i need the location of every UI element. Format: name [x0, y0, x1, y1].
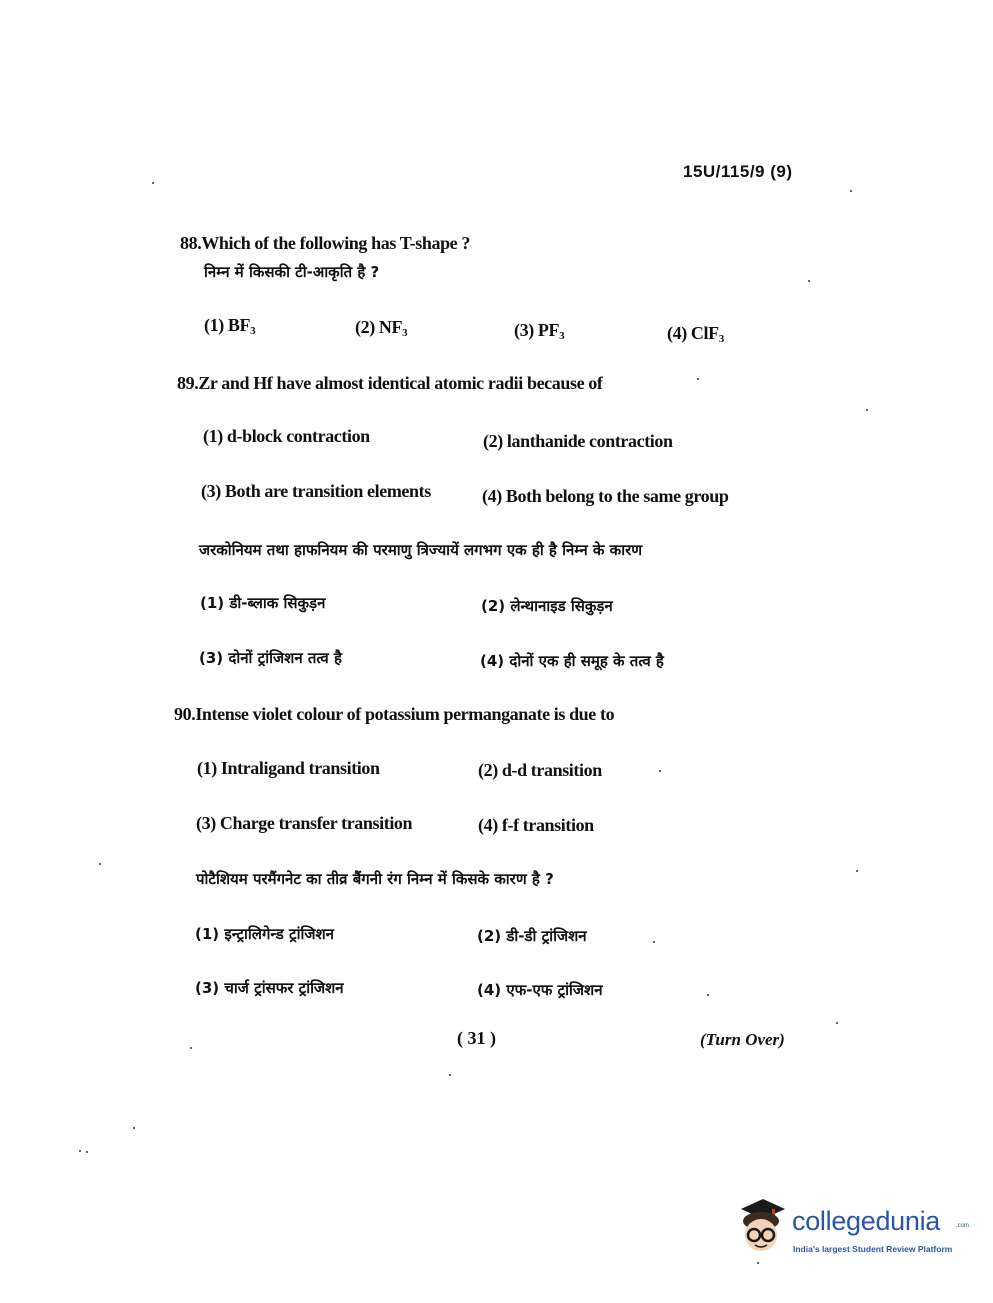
question-text-en: Zr and Hf have almost identical atomic radii because of [198, 373, 603, 393]
q90-option-hi-1: (1) इन्ट्रालिगेन्ड ट्रांजिशन [195, 925, 334, 943]
scan-speck [133, 1127, 135, 1129]
q90-option-en-4: (4) f-f transition [478, 815, 594, 835]
scan-speck [659, 770, 661, 772]
brand-tagline: India's largest Student Review Platform [793, 1244, 953, 1254]
scan-speck [449, 1074, 451, 1076]
question-89 [177, 373, 602, 394]
page-number: ( 31 ) [457, 1028, 496, 1048]
q89-option-hi-4: (4) दोनों एक ही समूह के तत्व है [480, 652, 664, 670]
q89-option-en-3: (3) Both are transition elements [201, 481, 431, 501]
q90-option-hi-3: (3) चार्ज ट्रांसफर ट्रांजिशन [195, 979, 344, 997]
scan-speck [856, 870, 858, 872]
q89-option-hi-3: (3) दोनों ट्रांजिशन तत्व है [199, 649, 342, 667]
q89-option-en-1: (1) d-block contraction [203, 426, 370, 446]
q89-option-en-2: (2) lanthanide contraction [483, 431, 673, 451]
question-88 [180, 233, 470, 254]
q88-option-3: (3) $PF_3$ [514, 320, 565, 342]
question-number: 88. [180, 233, 202, 253]
scan-speck [79, 1150, 81, 1152]
scan-speck [836, 1022, 838, 1024]
scan-speck [653, 941, 655, 943]
collegedunia-watermark [733, 1195, 970, 1270]
scan-speck [99, 863, 101, 865]
question-89-text-hi: जरकोनियम तथा हाफनियम की परमाणु त्रिज्यायें लगभग एक ही है निम्न के कारण [199, 541, 643, 559]
brand-suffix: .com [956, 1223, 970, 1229]
turn-over-note: (Turn Over) [700, 1030, 785, 1049]
question-number: 90. [174, 704, 196, 724]
q90-option-hi-2: (2) डी-डी ट्रांजिशन [477, 927, 587, 945]
question-90-text-hi: पोटैशियम परमैंगनेट का तीव्र बैंगनी रंग निम्न में किसके कारण है ? [196, 870, 554, 888]
question-number: 89. [177, 373, 199, 393]
scan-speck [866, 409, 868, 411]
q89-option-hi-1: (1) डी-ब्लाक सिकुड़न [200, 594, 326, 612]
collegedunia-mascot-icon [733, 1197, 791, 1259]
scan-speck [190, 1047, 192, 1049]
q88-option-4: (4) ClF$_3$ [667, 323, 724, 345]
brand-name: collegedunia [792, 1206, 941, 1236]
paper-code: 15U/115/9 (9) [683, 162, 793, 181]
scan-speck [707, 994, 709, 996]
q89-option-hi-2: (2) लेन्थानाइड सिकुड़न [481, 597, 613, 615]
question-88-text-hi: निम्न में किसकी टी-आकृति है ? [204, 263, 380, 281]
scan-speck [697, 378, 699, 380]
question-90 [174, 704, 614, 725]
question-text-en: Intense violet colour of potassium permanganate is due to [195, 704, 615, 724]
scan-speck [808, 280, 810, 282]
q90-option-hi-4: (4) एफ-एफ ट्रांजिशन [477, 981, 603, 999]
scan-speck [152, 182, 154, 184]
scan-speck [86, 1151, 88, 1153]
q90-option-en-2: (2) d-d transition [478, 760, 602, 780]
q88-option-2: (2) $NF_3$ [355, 317, 408, 339]
question-text-en: Which of the following has T-shape ? [201, 233, 470, 253]
q90-option-en-1: (1) Intraligand transition [197, 758, 380, 778]
q88-option-1: (1) $BF_3$ [204, 315, 256, 337]
q89-option-en-4: (4) Both belong to the same group [482, 486, 729, 506]
scan-speck [850, 190, 852, 192]
q90-option-en-3: (3) Charge transfer transition [196, 813, 413, 833]
